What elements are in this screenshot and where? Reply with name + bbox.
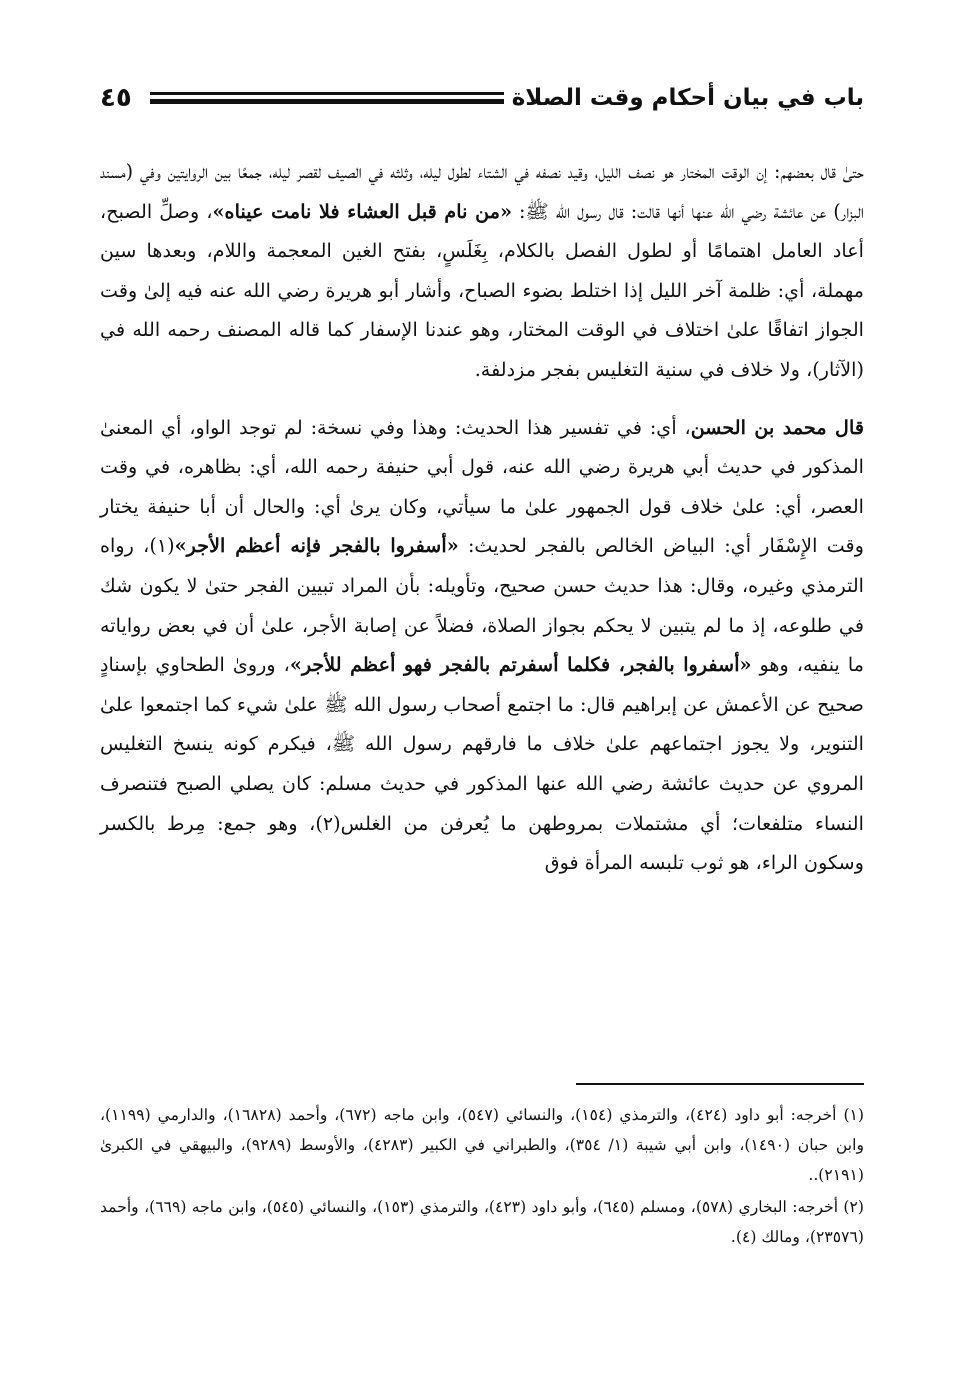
paragraph — [100, 152, 864, 390]
footnote-text: أخرجه: أبو داود (٤٢٤)، والترمذي (١٥٤)، والنسائي (٥٤٧)، وابن ماجه (٦٧٢)، وأحمد (١٦٨٢٨)، والدارمي (١١٩٩)، وابن حبان (١٤٩٠)، وابن أبي شيبة (١/ ٣٥٤)، والطبراني في الكبير (٤٢٨٣)، والأوسط (٩٢٨٩)، والبيهقي في الكبرىٰ (٢١٩١).. — [100, 1106, 865, 1184]
text-run: ، وروىٰ الطحاوي بإسنادٍ صحيح عن الأعمش عن إبراهيم قال: ما اجتمع أصحاب رسول الله ﷺ علىٰ شيء كما اجتمعوا علىٰ التنوير، ولا يجوز اجتماعهم علىٰ خلاف ما فارقهم رسول الله ﷺ، فيكرم كونه ينسخ التغليس المروي عن حديث عائشة رضي الله عنها المذكور في حديث مسلم: كان يصلي الصبح فتنصرف النساء متلفعات؛ أي مشتملات بمروطهن ما يُعرفن من الغلس(٢)، وهو جمع: مِرط بالكسر وسكون الراء، هو ثوب تلبسه المرأة فوق — [100, 653, 864, 875]
footnote-label: (٢) — [843, 1198, 864, 1216]
page-header — [100, 78, 864, 118]
header-rule — [150, 92, 504, 104]
footnote — [100, 1100, 864, 1190]
page-number: ٤٥ — [100, 83, 132, 113]
footnotes — [100, 1100, 864, 1254]
hadith-quote: «من نام قبل العشاء فلا نامت عيناه» — [212, 199, 512, 223]
hadith-quote: «أسفروا بالفجر، فكلما أسفرتم بالفجر فهو أعظم للأجر» — [289, 653, 752, 677]
main-text — [100, 152, 864, 883]
text-run: ، أي: في تفسير هذا الحديث: وهذا وفي نسخة: لم توجد الواو، أي المعنىٰ المذكور في حديث أبي هريرة رضي الله عنه، قول أبي حنيفة رحمه الله، أي: بظاهره، في وقت العصر، أي: علىٰ خلاف قول الجمهور علىٰ ما سيأتي، وكان يرىٰ أي: والحال أن أبا حنيفة يختار وقت الإِسْفَار أي: البياض الخالص بالفجر لحديث: — [100, 415, 864, 558]
paragraph — [100, 408, 864, 883]
footnote-label: (١) — [843, 1106, 865, 1124]
text-run: حتىٰ قال بعضهم: إن الوقت المختار هو نصف الليل، وقيد نصفه في الشتاء لطول ليله، وثلثه في الصيف لقصر ليله، جمعًا بين الروايتين وفي (مسند البزار) عن عائشة رضي الله عنها أنها قالت: قال رسول الله ﷺ: — [100, 160, 864, 223]
author-name: قال محمد بن الحسن — [690, 415, 865, 439]
text-run: ، وصلِّ الصبح، أعاد العامل اهتمامًا أو لطول الفصل بالكلام، بِغَلَسٍ، بفتح الغين المعجمة واللام، وبعدها سين مهملة، أي: ظلمة آخر الليل إذا اختلط بضوء الصباح، وأشار أبو هريرة رضي الله عنه فيه إلىٰ وقت الجواز اتفاقًا علىٰ اختلاف في الوقت المختار، وهو عندنا الإسفار كما قاله المصنف رحمه الله في (الآثار)، ولا خلاف في سنية التغليس بفجر مزدلفة. — [100, 199, 864, 381]
footnote-separator — [576, 1083, 864, 1085]
footnote-text: أخرجه: البخاري (٥٧٨)، ومسلم (٦٤٥)، وأبو داود (٤٢٣)، والترمذي (١٥٣)، والنسائي (٥٤٥)، وابن ماجه (٦٦٩)، وأحمد (٢٣٥٧٦)، ومالك (٤). — [100, 1198, 864, 1246]
running-title: باب في بيان أحكام وقت الصلاة — [511, 85, 864, 111]
footnote — [100, 1192, 864, 1252]
text-run: (١)، رواه الترمذي وغيره، وقال: هذا حديث حسن صحيح، وتأويله: بأن المراد تبيين الفجر حتىٰ لا يكون شك في طلوعه، إذ ما لم يتبين لا يحكم بجواز الصلاة، فضلاً عن إصابة الأجر، علىٰ أن في بعض رواياته ما ينفيه، وهو — [100, 534, 865, 677]
hadith-quote: «أسفروا بالفجر فإنه أعظم الأجر» — [174, 534, 459, 558]
